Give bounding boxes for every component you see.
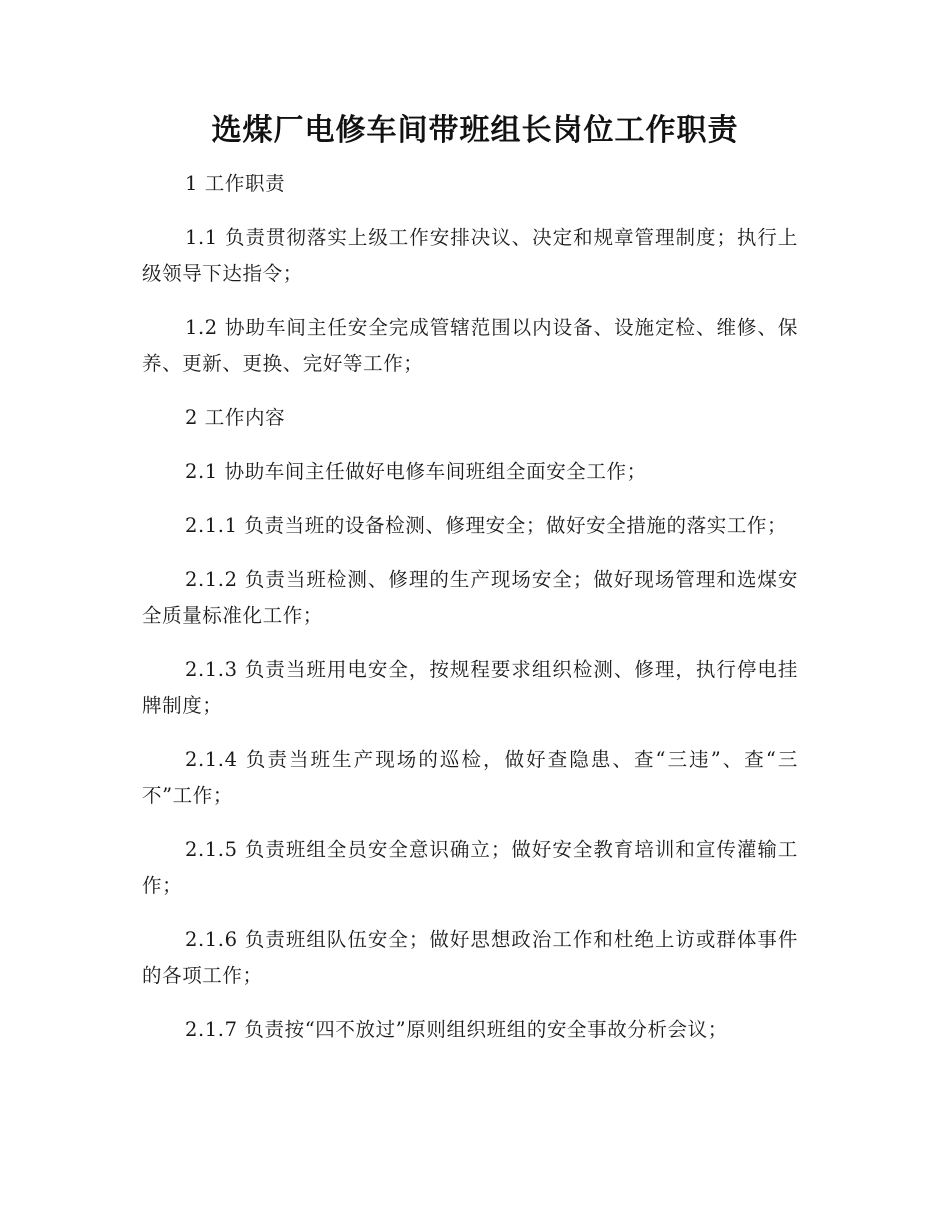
paragraph-1-2: 1.2 协助车间主任安全完成管辖范围以内设备、设施定检、维修、保养、更新、更换、完好等工作； (142, 316, 798, 375)
paragraph-2-1-1: 2.1.1 负责当班的设备检测、修理安全；做好安全措施的落实工作； (185, 514, 788, 537)
paragraph-2-1-4: 2.1.4 负责当班生产现场的巡检，做好查隐患、查“三违”、查“三不”工作； (142, 748, 798, 807)
paragraph-2-1-3: 2.1.3 负责当班用电安全，按规程要求组织检测、修理，执行停电挂牌制度； (142, 658, 798, 717)
paragraph-2-1-6: 2.1.6 负责班组队伍安全；做好思想政治工作和杜绝上访或群体事件的各项工作； (142, 928, 798, 987)
section-heading-2: 2 工作内容 (185, 406, 286, 429)
paragraph-2-1: 2.1 协助车间主任做好电修车间班组全面安全工作； (185, 460, 647, 483)
paragraph-2-1-2: 2.1.2 负责当班检测、修理的生产现场安全；做好现场管理和选煤安全质量标准化工作； (142, 568, 798, 627)
paragraph-2-1-7: 2.1.7 负责按“四不放过”原则组织班组的安全事故分析会议； (185, 1018, 728, 1041)
document-title: 选煤厂电修车间带班组长岗位工作职责 (211, 113, 739, 148)
section-heading-1: 1 工作职责 (185, 172, 286, 195)
paragraph-2-1-5: 2.1.5 负责班组全员安全意识确立；做好安全教育培训和宣传灌输工作； (142, 838, 798, 897)
document-body (142, 166, 798, 1066)
paragraph-1-1: 1.1 负责贯彻落实上级工作安排决议、决定和规章管理制度；执行上级领导下达指令； (142, 226, 798, 285)
